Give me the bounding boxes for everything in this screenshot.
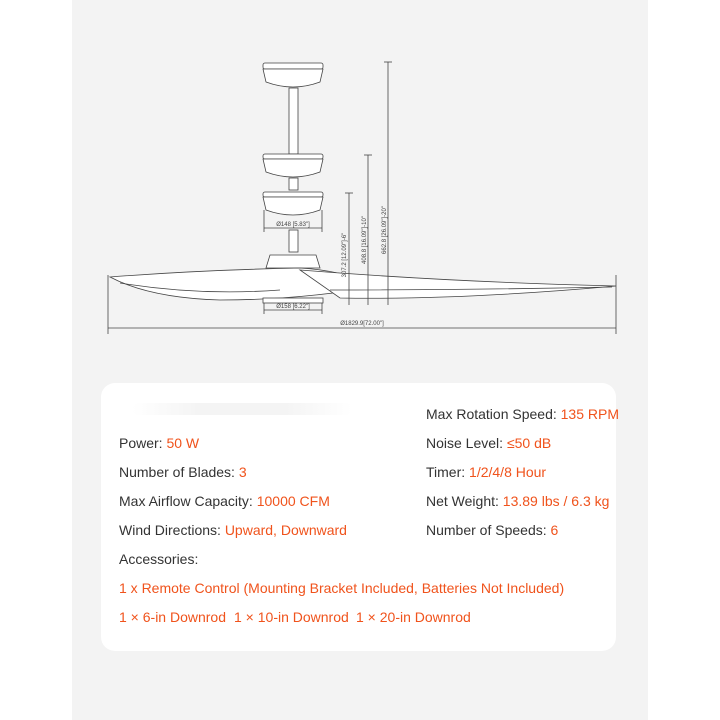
- spec-power: Power: 50 W: [119, 435, 200, 451]
- spec-max-rotation-speed: Max Rotation Speed: 135 RPM: [426, 406, 619, 422]
- spec-noise-level: Noise Level: ≤50 dB: [426, 435, 552, 451]
- spec-max-airflow: Max Airflow Capacity: 10000 CFM: [119, 493, 330, 509]
- height-10in-label: 408.8 [16.09"]-10": [362, 216, 368, 264]
- accessory-remote-control: 1 x Remote Control (Mounting Bracket Included, Batteries Not Included): [119, 580, 565, 596]
- accessory-downrod-6: 1 × 6-in Downrod: [119, 609, 227, 625]
- spec-number-of-blades: Number of Blades: 3: [119, 464, 247, 480]
- height-20in-label: 662.8 [26.09"]-20": [382, 206, 388, 254]
- accessories-label: Accessories:: [119, 551, 199, 567]
- height-6in-label: 307.2 [12.09"]-6": [342, 232, 348, 278]
- accessory-downrod-10: 1 × 10-in Downrod: [234, 609, 349, 625]
- canopy-diameter-label: Ø148 [5.83"]: [276, 222, 310, 228]
- spec-number-of-speeds: Number of Speeds: 6: [426, 522, 559, 538]
- motor-diameter-label: Ø158 [6.22"]: [276, 304, 310, 310]
- spec-net-weight: Net Weight: 13.89 lbs / 6.3 kg: [426, 493, 610, 509]
- spec-wind-directions: Wind Directions: Upward, Downward: [119, 522, 347, 538]
- spec-timer: Timer: 1/2/4/8 Hour: [426, 464, 547, 480]
- faded-placeholder: [132, 403, 352, 415]
- accessory-downrod-20: 1 × 20-in Downrod: [356, 609, 471, 625]
- overall-span-label: Ø1829.9[72.00"]: [340, 321, 384, 327]
